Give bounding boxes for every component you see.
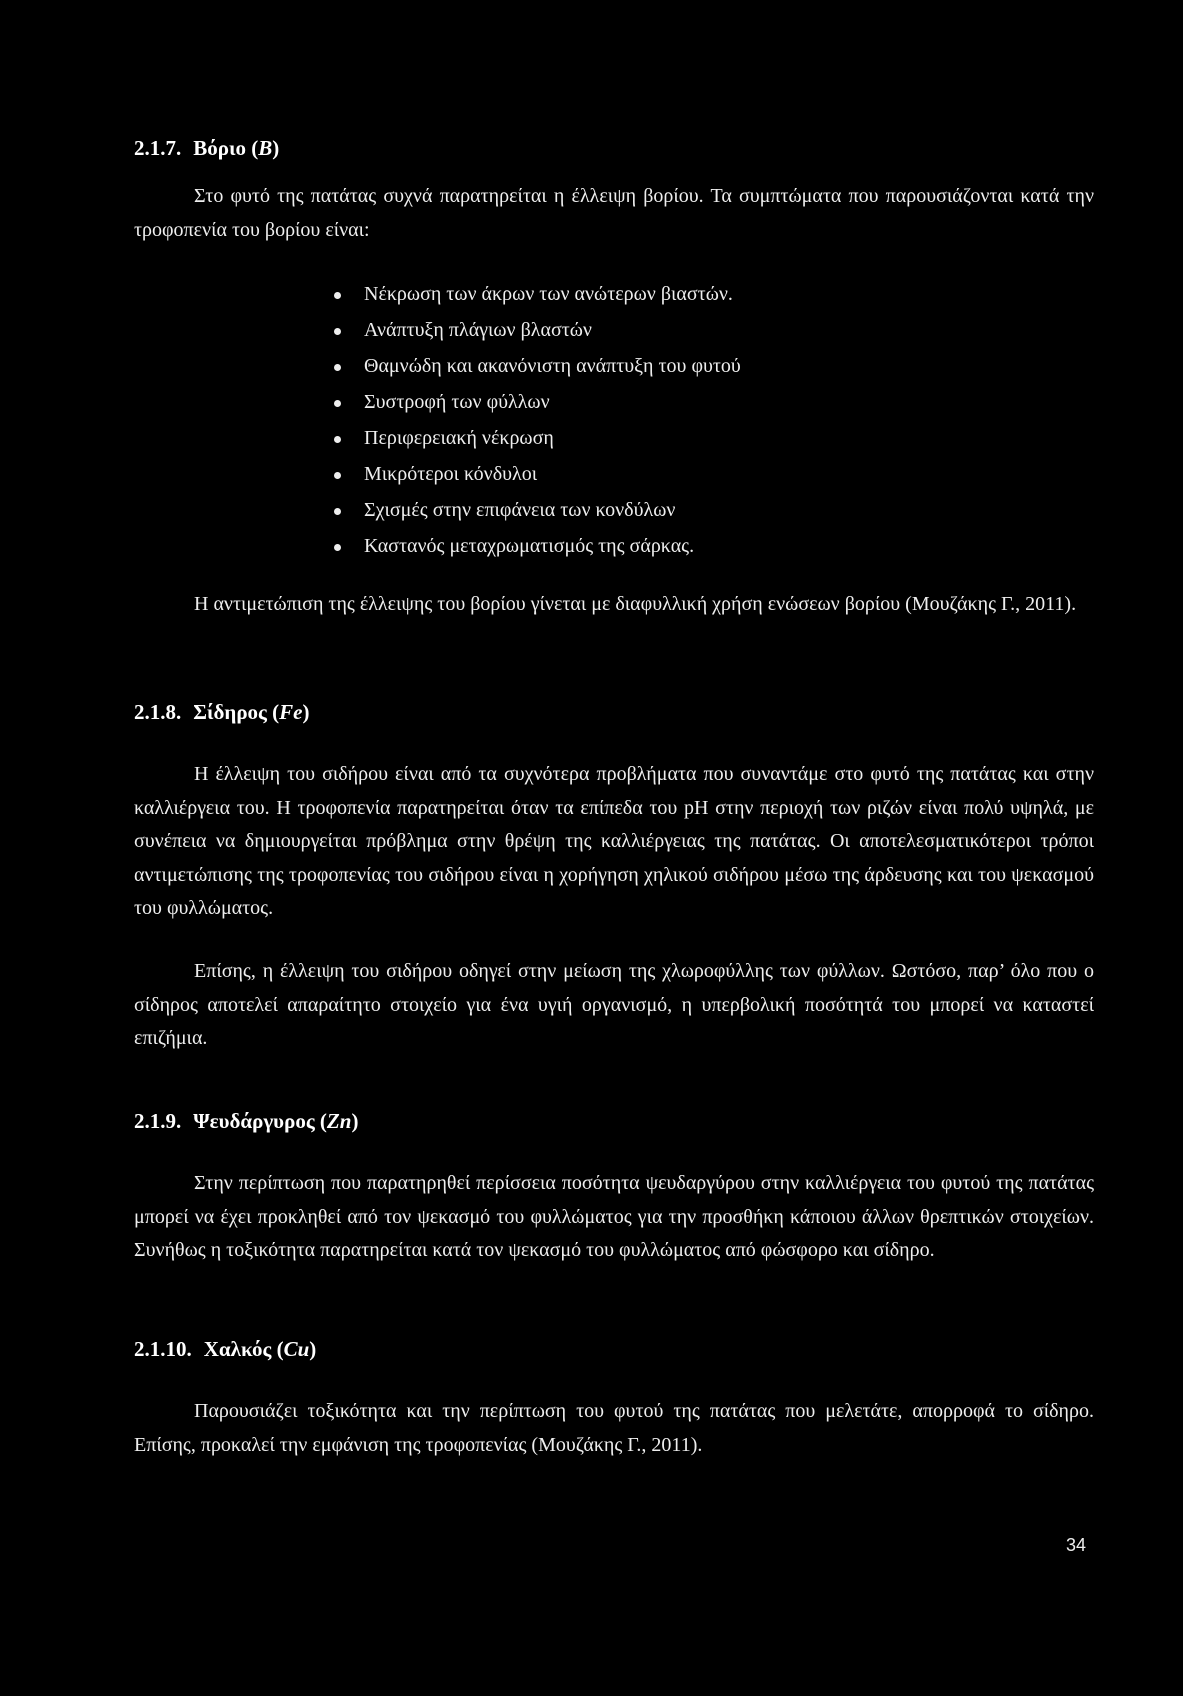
bullet-icon	[334, 292, 341, 299]
bullet-icon	[334, 436, 341, 443]
list-item: Καστανός μεταχρωματισμός της σάρκας.	[324, 528, 741, 564]
section-heading-boron: 2.1.7. Βόριο (B)	[134, 136, 280, 160]
list-item: Συστροφή των φύλλων	[324, 384, 741, 420]
section-heading-zinc: 2.1.9. Ψευδάργυρος (Zn)	[134, 1109, 359, 1133]
section-title: Ψευδάργυρος (	[193, 1109, 327, 1133]
section-heading-copper: 2.1.10. Χαλκός (Cu)	[134, 1337, 317, 1361]
section-heading-iron: 2.1.8. Σίδηρος (Fe)	[134, 700, 310, 724]
iron-paragraph-1: Η έλλειψη του σιδήρου είναι από τα συχνότερα προβλήματα που συναντάμε στο φυτό της πατάτας και στην καλλιέργεια του. Η τροφοπενία παρατηρείται όταν τα επίπεδα του pH στην περιοχή των ριζών είναι πολύ υψηλά, με συνέπεια να δημιουργείται πρόβλημα στην θρέψη της καλλιέργειας της πατάτας. Οι αποτελεσματικότεροι τρόποι αντιμετώπισης της τροφοπενίας του σιδήρου είναι η χορήγηση χηλικού σιδήρου μέσω της άρδευσης και του ψεκασμού του φυλλώματος.	[134, 763, 1094, 919]
bullet-icon	[334, 472, 341, 479]
section-number: 2.1.10.	[134, 1337, 192, 1361]
bullet-icon	[334, 328, 341, 335]
section-number: 2.1.9.	[134, 1109, 182, 1133]
bullet-icon	[334, 364, 341, 371]
iron-paragraph-2: Επίσης, η έλλειψη του σιδήρου οδηγεί στην μείωση της χλωροφύλλης των φύλλων. Ωστόσο, παρ’ όλο που ο σίδηρος αποτελεί απαραίτητο στοιχείο για ένα υγιή οργανισμό, η υπερβολική ποσότητά του μπορεί να καταστεί επιζήμια.	[134, 960, 1094, 1049]
list-item: Σχισμές στην επιφάνεια των κονδύλων	[324, 492, 741, 528]
boron-symptoms-list	[324, 276, 741, 564]
boron-intro-paragraph: Στο φυτό της πατάτας συχνά παρατηρείται η έλλειψη βορίου. Τα συμπτώματα που παρουσιάζονται κατά την τροφοπενία του βορίου είναι:	[134, 185, 1094, 241]
element-symbol: Zn	[326, 1109, 352, 1133]
list-item: Νέκρωση των άκρων των ανώτερων βιαστών.	[324, 276, 741, 312]
section-number: 2.1.7.	[134, 136, 182, 160]
element-symbol: Fe	[279, 700, 303, 724]
bullet-icon	[334, 400, 341, 407]
list-item: Ανάπτυξη πλάγιων βλαστών	[324, 312, 741, 348]
section-title: Χαλκός (	[203, 1337, 284, 1361]
zinc-paragraph: Στην περίπτωση που παρατηρηθεί περίσσεια ποσότητα ψευδαργύρου στην καλλιέργεια του φυτού της πατάτας μπορεί να έχει προκληθεί από τον ψεκασμό του φυλλώματος για την προσθήκη κάποιου άλλων θρεπτικών στοιχείων. Συνήθως η τοξικότητα παρατηρείται κατά τον ψεκασμό του φυλλώματος από φώσφορο και σίδηρο.	[134, 1172, 1094, 1261]
section-title: Βόριο (	[193, 136, 259, 160]
copper-paragraph: Παρουσιάζει τοξικότητα και την περίπτωση του φυτού της πατάτας που μελετάτε, απορροφά το σίδηρο. Επίσης, προκαλεί την εμφάνιση της τροφοπενίας (Μουζάκης Γ., 2011).	[134, 1400, 1094, 1456]
list-item: Περιφερειακή νέκρωση	[324, 420, 741, 456]
section-title: Σίδηρος (	[193, 700, 280, 724]
element-symbol: Cu	[283, 1337, 310, 1361]
bullet-icon	[334, 544, 341, 551]
section-number: 2.1.8.	[134, 700, 182, 724]
element-symbol: B	[258, 136, 273, 160]
list-item: Θαμνώδη και ακανόνιστη ανάπτυξη του φυτού	[324, 348, 741, 384]
boron-treatment-paragraph: Η αντιμετώπιση της έλλειψης του βορίου γίνεται με διαφυλλική χρήση ενώσεων βορίου (Μουζάκης Γ., 2011).	[194, 593, 1077, 615]
page-number: 34	[1066, 1535, 1087, 1555]
list-item: Μικρότεροι κόνδυλοι	[324, 456, 741, 492]
bullet-icon	[334, 508, 341, 515]
